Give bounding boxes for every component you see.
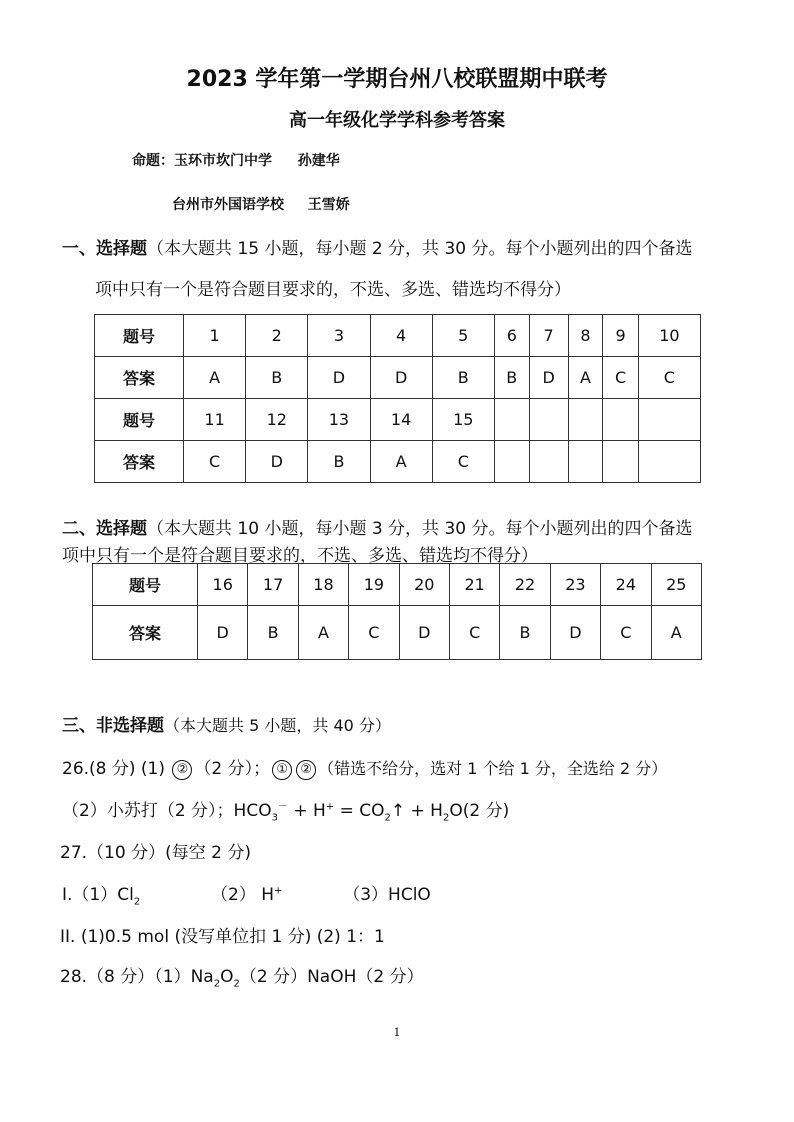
answer-cell: A: [298, 606, 348, 660]
subscript: 2: [233, 978, 240, 990]
subscript: 2: [213, 978, 221, 990]
circled-1: ①: [272, 760, 292, 780]
q27-i-3: （3）HClO: [343, 885, 431, 905]
row-label-answer: 答案: [93, 606, 198, 660]
empty-cell: [638, 441, 700, 483]
answer-cell: B: [494, 357, 529, 399]
question-number: 13: [308, 399, 370, 441]
table-row: [93, 564, 702, 606]
answer-cell: C: [349, 606, 399, 660]
answer-cell: C: [449, 606, 499, 660]
equation-part: O(2 分): [449, 801, 510, 821]
answer-cell: D: [198, 606, 248, 660]
empty-cell: [638, 399, 700, 441]
table-row: [95, 441, 701, 483]
question-number: 8: [568, 315, 603, 357]
subscript: 2: [133, 896, 141, 908]
superscript: －: [277, 801, 288, 813]
answer-cell: B: [308, 441, 370, 483]
q28-o: O: [220, 967, 234, 987]
table-row: [95, 357, 701, 399]
q27-i-2: （2） H: [211, 885, 275, 905]
q26-part2: （2）小苏打（2 分）；HCO: [62, 801, 272, 821]
question-number: 7: [529, 315, 568, 357]
empty-cell: [494, 441, 529, 483]
q26-note: （错选不给分，选对 1 个给 1 分，全选给 2 分）: [318, 759, 668, 778]
answer-cell: D: [399, 606, 449, 660]
answer-cell: B: [432, 357, 494, 399]
question-number: 21: [449, 564, 499, 606]
question-number: 9: [603, 315, 638, 357]
question-number: 14: [370, 399, 432, 441]
circled-2: ②: [172, 760, 192, 780]
row-label-question: 题号: [95, 399, 184, 441]
q27-i-1: Ⅰ.（1）Cl: [62, 885, 134, 905]
table-row: [93, 606, 702, 660]
answer-cell: C: [432, 441, 494, 483]
q26-prefix: 26.(8 分) (1): [62, 759, 166, 779]
row-label-question: 题号: [95, 315, 184, 357]
question-number: 1: [184, 315, 246, 357]
author-1-name: 孙建华: [297, 153, 340, 169]
question-number: 6: [494, 315, 529, 357]
question-26-line-2: [62, 796, 509, 823]
empty-cell: [529, 399, 568, 441]
section-2-intro: [62, 514, 693, 539]
answer-cell: A: [370, 441, 432, 483]
q26-points: （2 分）；: [194, 759, 271, 779]
section-2-desc-2: 项中只有一个是符合题目要求的，不选、多选、错选均不得分）: [62, 546, 538, 566]
empty-cell: [603, 441, 638, 483]
answer-cell: C: [184, 441, 246, 483]
question-number: 10: [638, 315, 700, 357]
question-number: 2: [246, 315, 308, 357]
question-number: 3: [308, 315, 370, 357]
section-1-desc-2: 项中只有一个是符合题目要求的，不选、多选、错选均不得分）: [95, 280, 571, 300]
question-number: 20: [399, 564, 449, 606]
author-2-school: 台州市外国语学校: [172, 197, 284, 213]
table-row: [95, 399, 701, 441]
answer-cell: B: [248, 606, 298, 660]
row-label-question: 题号: [93, 564, 198, 606]
table-row: [95, 315, 701, 357]
subscript: 3: [271, 812, 278, 824]
empty-cell: [494, 399, 529, 441]
question-number: 24: [601, 564, 651, 606]
empty-cell: [568, 399, 603, 441]
answer-cell: A: [184, 357, 246, 399]
page-number: 1: [393, 1026, 401, 1039]
circled-2: ②: [296, 760, 316, 780]
q28-prefix: 28.（8 分）（1）Na: [60, 967, 214, 987]
answer-cell: B: [246, 357, 308, 399]
answer-cell: B: [500, 606, 550, 660]
answer-cell: A: [568, 357, 603, 399]
answer-cell: C: [603, 357, 638, 399]
section-1-intro: [62, 234, 693, 259]
question-number: 17: [248, 564, 298, 606]
empty-cell: [603, 399, 638, 441]
page-title: 2023 学年第一学期台州八校联盟期中联考: [186, 67, 608, 92]
empty-cell: [529, 441, 568, 483]
answer-cell: C: [638, 357, 700, 399]
question-number: 25: [651, 564, 701, 606]
question-number: 23: [550, 564, 600, 606]
equation-part: = CO: [334, 801, 385, 821]
subscript: 2: [384, 812, 391, 824]
row-label-answer: 答案: [95, 357, 184, 399]
question-number: 16: [198, 564, 248, 606]
section-1-heading: 一、选择题: [62, 239, 147, 259]
question-number: 22: [500, 564, 550, 606]
author-2-name: 王雪娇: [307, 197, 350, 213]
question-number: 12: [246, 399, 308, 441]
section-2-desc-1: （本大题共 10 小题，每小题 3 分，共 30 分。每个小题列出的四个备选: [147, 519, 693, 539]
question-number: 5: [432, 315, 494, 357]
answer-cell: A: [651, 606, 701, 660]
section-1-answer-table: [94, 314, 701, 483]
section-3-heading: 三、非选择题: [62, 716, 164, 736]
question-26-line-1: [62, 754, 667, 780]
page-subtitle: 高一年级化学学科参考答案: [289, 110, 505, 131]
answer-cell: D: [529, 357, 568, 399]
question-number: 19: [349, 564, 399, 606]
q28-tail: （2 分）NaOH（2 分）: [239, 967, 424, 987]
section-3-desc: （本大题共 5 小题，共 40 分）: [164, 716, 391, 735]
section-1-desc-1: （本大题共 15 小题，每小题 2 分，共 30 分。每个小题列出的四个备选: [147, 239, 693, 259]
answer-cell: D: [370, 357, 432, 399]
question-number: 15: [432, 399, 494, 441]
subscript: 2: [442, 812, 450, 824]
answer-cell: D: [246, 441, 308, 483]
equation-part: ↑ + H: [390, 801, 443, 821]
equation-part: + H: [287, 801, 326, 821]
answer-cell: C: [601, 606, 651, 660]
row-label-answer: 答案: [95, 441, 184, 483]
answer-cell: D: [308, 357, 370, 399]
question-number: 4: [370, 315, 432, 357]
question-number: 18: [298, 564, 348, 606]
author-1-school: 命题：玉环市坎门中学: [132, 153, 272, 169]
question-27-part-2: II. (1)0.5 mol (没写单位扣 1 分) (2) 1：1: [60, 927, 385, 947]
section-2-heading: 二、选择题: [62, 519, 147, 539]
empty-cell: [568, 441, 603, 483]
superscript: +: [274, 885, 283, 897]
section-3-intro: [62, 711, 391, 736]
author-line-2: [172, 194, 350, 214]
question-number: 11: [184, 399, 246, 441]
question-28-line: [60, 962, 424, 989]
question-27-part-1: [62, 880, 431, 907]
section-2-answer-table: [92, 563, 702, 660]
superscript: +: [325, 801, 335, 813]
author-line-1: [132, 150, 340, 170]
question-27-header: 27.（10 分）(每空 2 分): [60, 843, 251, 863]
answer-cell: D: [550, 606, 600, 660]
